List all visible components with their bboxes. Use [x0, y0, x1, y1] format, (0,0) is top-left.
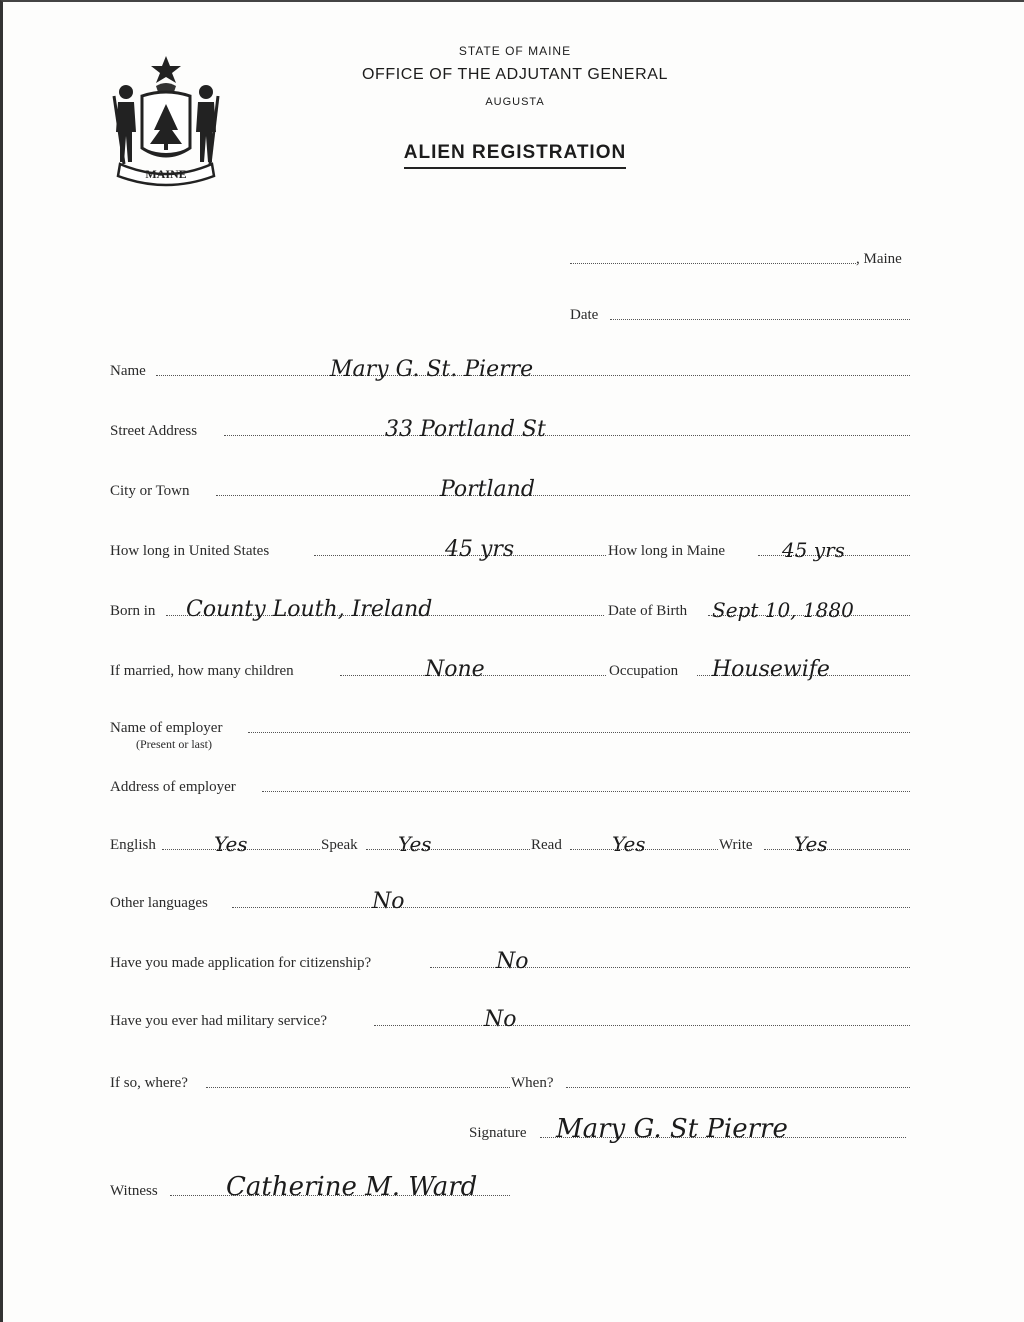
place-row: [0, 244, 1024, 268]
place-line[interactable]: [570, 263, 856, 264]
where-line[interactable]: [206, 1087, 510, 1088]
when-label: When?: [511, 1075, 554, 1091]
speak-line[interactable]: [366, 849, 530, 850]
maine-label: , Maine: [856, 251, 902, 267]
service-details-row: [0, 1068, 1024, 1092]
other-languages-value: No: [372, 889, 405, 914]
employer-name-line[interactable]: [248, 732, 910, 733]
speak-label: Speak: [321, 837, 358, 853]
name-label: Name: [110, 363, 146, 379]
employer-name-row: [0, 713, 1024, 751]
children-value: None: [425, 657, 485, 682]
seal-banner-text: MAINE: [145, 167, 187, 181]
signature-value: Mary G. St Pierre: [556, 1114, 788, 1144]
witness-label: Witness: [110, 1183, 158, 1199]
employer-note: (Present or last): [136, 737, 212, 751]
date-row: [0, 300, 1024, 324]
street-line[interactable]: [224, 435, 910, 436]
witness-row: [0, 1172, 1024, 1202]
other-languages-label: Other languages: [110, 895, 208, 911]
form-title: [330, 142, 700, 164]
military-label: Have you ever had military service?: [110, 1013, 327, 1029]
write-value: Yes: [794, 832, 828, 856]
date-label: Date: [570, 307, 599, 323]
citizenship-value: No: [496, 949, 529, 974]
city-row: [0, 476, 1024, 500]
when-line[interactable]: [566, 1087, 910, 1088]
employer-address-row: [0, 772, 1024, 796]
if-so-where-label: If so, where?: [110, 1075, 188, 1091]
citizenship-row: [0, 948, 1024, 972]
other-languages-line[interactable]: [232, 907, 910, 908]
witness-value: Catherine M. Ward: [226, 1172, 478, 1202]
read-value: Yes: [612, 832, 646, 856]
date-of-birth-label: Date of Birth: [608, 603, 688, 619]
how-long-us-label: How long in United States: [110, 543, 270, 559]
city-value: Portland: [440, 477, 535, 502]
residency-row: [0, 536, 1024, 560]
signature-row: [0, 1114, 1024, 1144]
english-row: [0, 830, 1024, 854]
english-value: Yes: [214, 832, 248, 856]
citizenship-label: Have you made application for citizenship?: [110, 955, 372, 971]
write-label: Write: [719, 837, 753, 853]
write-line[interactable]: [764, 849, 910, 850]
employer-address-line[interactable]: [262, 791, 910, 792]
signature-label: Signature: [469, 1125, 527, 1141]
city-heading: AUGUSTA: [485, 96, 545, 108]
children-label: If married, how many children: [110, 663, 294, 679]
military-value: No: [484, 1007, 517, 1032]
form-title-text: ALIEN REGISTRATION: [404, 142, 626, 169]
military-row: [0, 1006, 1024, 1030]
office-heading: OFFICE OF THE ADJUTANT GENERAL: [361, 66, 669, 83]
name-value: Mary G. St. Pierre: [330, 357, 534, 382]
occupation-label: Occupation: [609, 663, 679, 679]
military-line[interactable]: [374, 1025, 910, 1026]
how-long-maine-value: 45 yrs: [782, 538, 845, 562]
date-line[interactable]: [610, 319, 910, 320]
read-label: Read: [531, 837, 562, 853]
english-label: English: [110, 837, 156, 853]
born-in-label: Born in: [110, 603, 156, 619]
family-row: [0, 656, 1024, 680]
how-long-maine-label: How long in Maine: [608, 543, 726, 559]
state-heading: STATE OF MAINE: [458, 44, 572, 58]
born-in-value: County Louth, Ireland: [186, 597, 433, 622]
occupation-value: Housewife: [712, 657, 830, 682]
city-line[interactable]: [216, 495, 910, 496]
other-languages-row: [0, 888, 1024, 912]
name-row: [0, 356, 1024, 380]
speak-value: Yes: [398, 832, 432, 856]
maine-seal-icon: [110, 52, 222, 188]
street-value: 33 Portland St: [385, 417, 546, 442]
birth-row: [0, 596, 1024, 620]
street-row: [0, 416, 1024, 440]
employer-name-label: Name of employer: [110, 720, 223, 736]
city-label: City or Town: [110, 483, 190, 499]
employer-address-label: Address of employer: [110, 779, 236, 795]
date-of-birth-value: Sept 10, 1880: [712, 598, 854, 622]
how-long-us-value: 45 yrs: [445, 537, 515, 562]
street-label: Street Address: [110, 423, 198, 439]
